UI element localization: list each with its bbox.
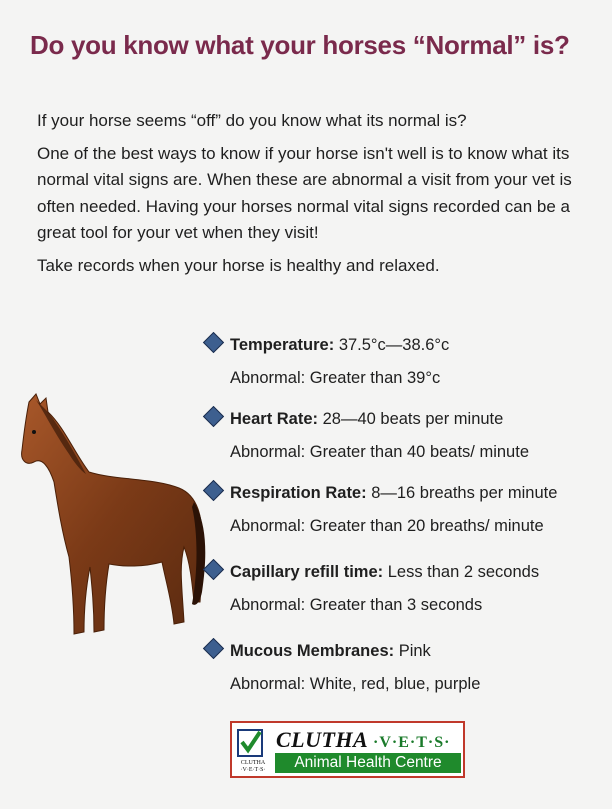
intro-paragraph: One of the best ways to know if your horse isn't well is to know what its normal vital signs are. When these are abnormal a visit from your vet is often needed. Having your horses normal vital signs recorded can be a great tool for your vet when they visit! — [37, 143, 572, 242]
horse-illustration — [14, 392, 208, 637]
vital-label: Mucous Membranes: — [230, 642, 395, 660]
diamond-bullet-icon — [203, 332, 224, 353]
logo-small-brand: CLUTHA — [240, 760, 266, 766]
vital-abnormal: Abnormal: Greater than 20 breaths/ minute — [230, 517, 544, 535]
vital-heart-rate — [206, 406, 529, 463]
vital-mucous-membranes — [206, 638, 480, 695]
diamond-bullet-icon — [203, 638, 224, 659]
page-title: Do you know what your horses “Normal” is? — [30, 30, 570, 60]
vital-label: Heart Rate: — [230, 410, 319, 428]
logo-small-text — [235, 760, 271, 774]
intro-text — [37, 108, 577, 285]
vital-label: Respiration Rate: — [230, 484, 367, 502]
vital-label: Capillary refill time: — [230, 563, 384, 581]
vital-temperature — [206, 332, 449, 389]
vital-value: Less than 2 seconds — [383, 563, 540, 581]
vital-abnormal: Abnormal: Greater than 40 beats/ minute — [230, 443, 529, 461]
logo-brand-vets: ·V·E·T·S· — [373, 734, 451, 751]
vital-value: 28—40 beats per minute — [318, 410, 504, 428]
intro-question: If your horse seems “off” do you know what its normal is? — [37, 111, 467, 130]
vital-value: 8—16 breaths per minute — [366, 484, 558, 502]
diamond-bullet-icon — [203, 406, 224, 427]
vital-respiration-rate — [206, 480, 557, 537]
intro-advice: Take records when your horse is healthy and relaxed. — [37, 255, 440, 275]
vital-abnormal: Abnormal: Greater than 39°c — [230, 369, 441, 387]
vital-abnormal: Abnormal: White, red, blue, purple — [230, 675, 481, 693]
vital-value: 37.5°c—38.6°c — [334, 336, 450, 354]
vital-value: Pink — [394, 642, 431, 660]
diamond-bullet-icon — [203, 480, 224, 501]
clutha-vets-logo — [230, 721, 465, 778]
logo-brand-name: CLUTHA — [276, 727, 368, 752]
vital-abnormal: Abnormal: Greater than 3 seconds — [230, 596, 483, 614]
logo-small-vets: ·V·E·T·S· — [240, 767, 266, 773]
vital-label: Temperature: — [230, 336, 335, 354]
logo-subtitle: Animal Health Centre — [275, 753, 461, 773]
logo-brand — [276, 727, 451, 753]
vital-capillary-refill — [206, 559, 539, 616]
diamond-bullet-icon — [203, 559, 224, 580]
